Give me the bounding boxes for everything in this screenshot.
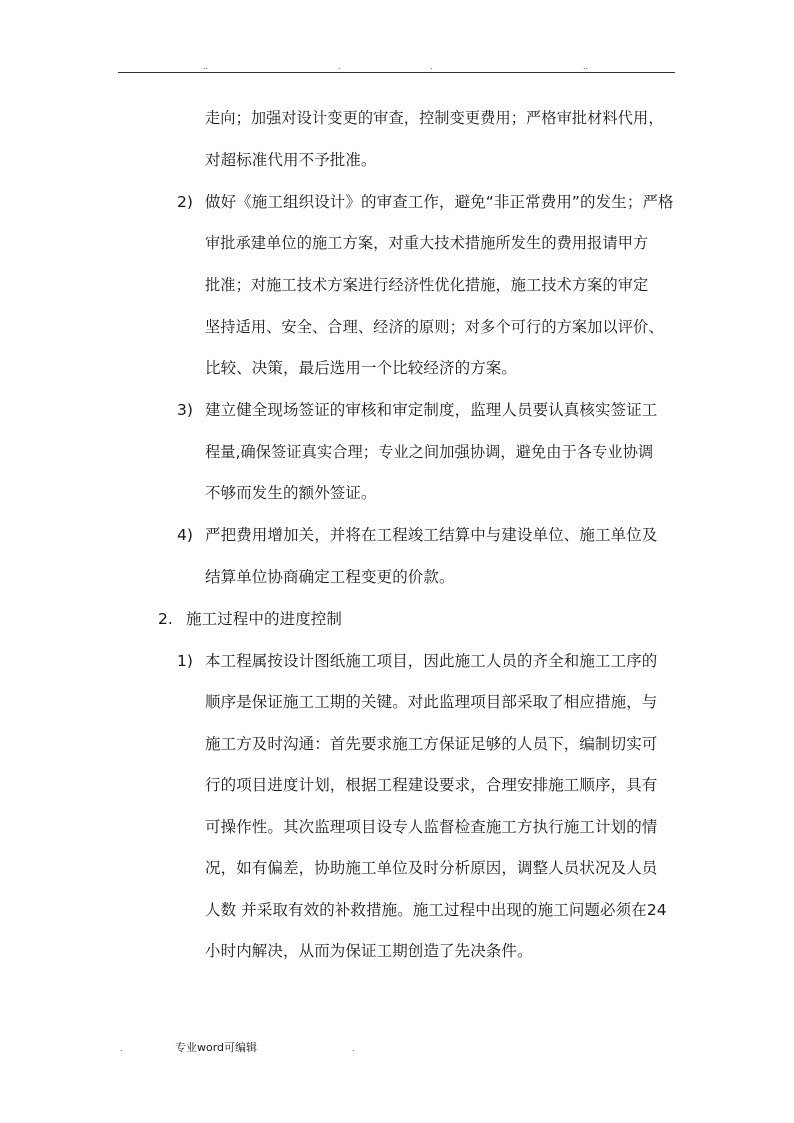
paragraph-line: 走向；加强对设计变更的审查，控制变更费用；严格审批材料代用， <box>205 109 664 127</box>
header-dot: . <box>430 62 433 71</box>
paragraph-line: 不够而发生的额外签证。 <box>205 484 377 502</box>
paragraph-line: 顺序是保证施工工期的关键。对此监理项目部采取了相应措施，与 <box>205 693 658 711</box>
section-number: 2. <box>158 610 173 628</box>
paragraph-line: 程量,确保签证真实合理；专业之间加强协调，避免由于各专业协调 <box>205 443 654 461</box>
header-dot: . <box>338 62 341 71</box>
paragraph-line: 况，如有偏差，协助施工单位及时分析原因，调整人员状况及人员 <box>205 859 658 877</box>
list-number: 2) <box>177 193 193 211</box>
header-dot: .. <box>203 62 209 71</box>
paragraph-line: 审批承建单位的施工方案，对重大技术措施所发生的费用报请甲方 <box>205 234 649 252</box>
paragraph-line: 人数 并采取有效的补救措施。施工过程中出现的施工问题必须在24 <box>205 901 667 919</box>
list-number: 1) <box>177 652 193 670</box>
paragraph-line: 行的项目进度计划，根据工程建设要求，合理安排施工顺序，具有 <box>205 776 658 794</box>
paragraph-line: 建立健全现场签证的审核和审定制度，监理人员要认真核实签证工 <box>205 401 658 419</box>
paragraph-line: 比较、决策，最后选用一个比较经济的方案。 <box>205 359 518 377</box>
paragraph-line: 施工方及时沟通：首先要求施工方保证足够的人员下，编制切实可 <box>205 735 658 753</box>
section-title: 施工过程中的进度控制 <box>186 610 343 628</box>
paragraph-line: 小时内解决，从而为保证工期创造了先决条件。 <box>205 942 533 960</box>
paragraph-line: 本工程属按设计图纸施工项目，因此施工人员的齐全和施工工序的 <box>205 652 658 670</box>
list-number: 3) <box>177 401 193 419</box>
footer-dot: . <box>352 1044 355 1053</box>
paragraph-line: 批准；对施工技术方案进行经济性优化措施，施工技术方案的审定 <box>205 276 649 294</box>
footer-dot: . <box>120 1044 123 1053</box>
header-rule <box>118 72 675 73</box>
paragraph-line: 可操作性。其次监理项目设专人监督检查施工方执行施工计划的情 <box>205 818 658 836</box>
paragraph-line: 严把费用增加关，并将在工程竣工结算中与建设单位、施工单位及 <box>205 526 658 544</box>
list-number: 4) <box>177 526 193 544</box>
paragraph-line: 做好《施工组织设计》的审查工作，避免“非正常费用”的发生；严格 <box>205 193 674 211</box>
footer-text: 专业word可编辑 <box>175 1041 258 1054</box>
paragraph-line: 对超标准代用不予批准。 <box>205 151 377 169</box>
header-dot: .. <box>583 62 589 71</box>
paragraph-line: 结算单位协商确定工程变更的价款。 <box>205 568 455 586</box>
paragraph-line: 坚持适用、安全、合理、经济的原则；对多个可行的方案加以评价、 <box>205 318 664 336</box>
